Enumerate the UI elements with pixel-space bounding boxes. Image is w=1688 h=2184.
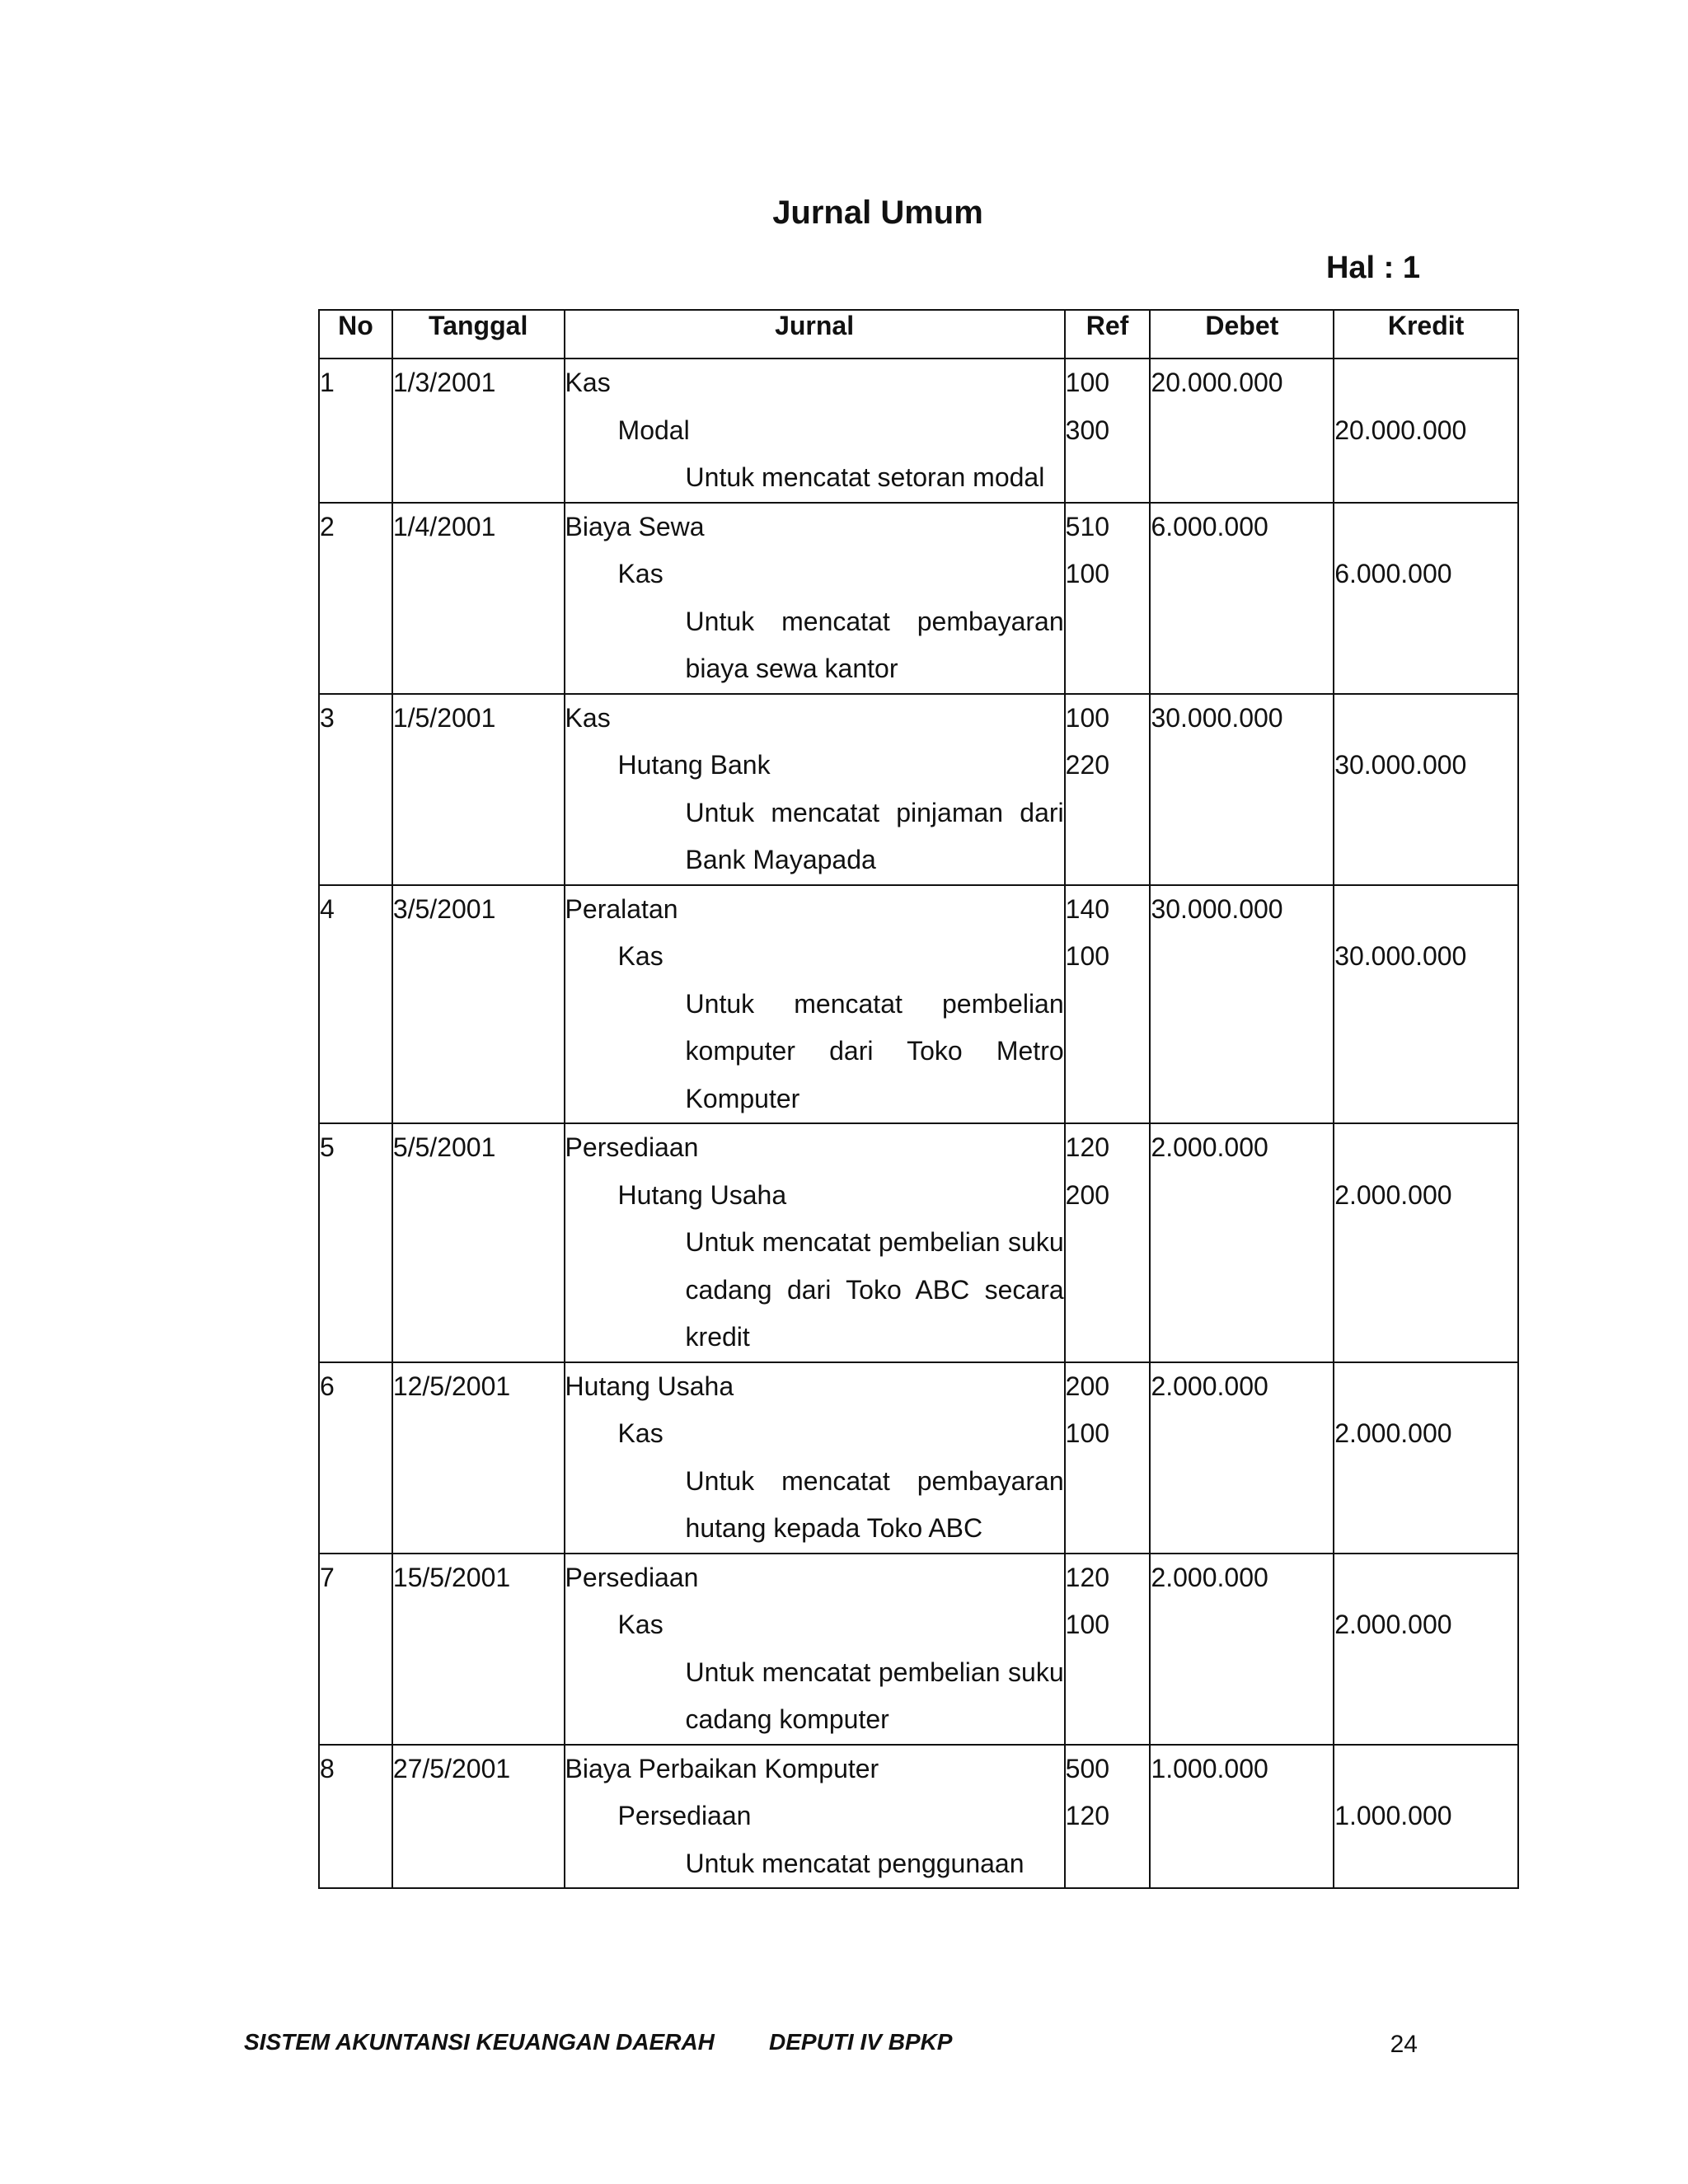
entry-date: 1/5/2001 xyxy=(392,702,496,733)
entry-kredit-cell xyxy=(1334,1554,1518,1745)
entry-date-cell xyxy=(392,1554,565,1745)
entry-debet-cell xyxy=(1150,1362,1334,1554)
credit-account: Kas xyxy=(617,1418,663,1448)
credit-account: Modal xyxy=(617,415,690,445)
entry-date-cell xyxy=(392,503,565,694)
ref-credit: 100 xyxy=(1065,1610,1110,1639)
entry-debet-cell xyxy=(1150,694,1334,885)
entry-ref-cell xyxy=(1065,359,1151,503)
entry-kredit-cell xyxy=(1334,503,1518,694)
debet-amount: 2.000.000 xyxy=(1151,1562,1268,1592)
entry-ref-cell xyxy=(1065,1554,1151,1745)
credit-account: Kas xyxy=(617,1610,663,1639)
ref-credit: 100 xyxy=(1065,941,1110,971)
entry-date-cell xyxy=(392,694,565,885)
debit-account: Peralatan xyxy=(565,893,678,924)
entry-date-cell xyxy=(392,359,565,503)
debet-amount: 2.000.000 xyxy=(1151,1132,1268,1162)
entry-note: Untuk mencatat pembayaran biaya sewa kantor xyxy=(685,606,1064,683)
ref-debit: 100 xyxy=(1065,368,1110,397)
table-row xyxy=(319,1745,1518,1889)
entry-note: Untuk mencatat pinjaman dari Bank Mayapada xyxy=(685,797,1064,874)
entry-debet-cell xyxy=(1150,503,1334,694)
entry-kredit-cell xyxy=(1334,1745,1518,1889)
entry-no-cell xyxy=(319,359,392,503)
entry-no-cell xyxy=(319,694,392,885)
debit-account: Persediaan xyxy=(565,1132,699,1162)
entry-note: Untuk mencatat pembayaran hutang kepada Toko ABC xyxy=(685,1465,1064,1543)
table-row xyxy=(319,1554,1518,1745)
entry-journal-cell xyxy=(565,694,1065,885)
entry-note: Untuk mencatat pembelian komputer dari Toko Metro Komputer xyxy=(685,988,1064,1113)
entry-ref-cell xyxy=(1065,503,1151,694)
entry-ref-cell xyxy=(1065,694,1151,885)
kredit-amount: 1.000.000 xyxy=(1334,1801,1452,1830)
entry-debet-cell xyxy=(1150,1745,1334,1889)
credit-account: Kas xyxy=(617,559,663,588)
table-row xyxy=(319,1362,1518,1554)
entry-date: 5/5/2001 xyxy=(392,1132,496,1162)
debit-account: Biaya Perbaikan Komputer xyxy=(565,1753,879,1783)
entry-ref-cell xyxy=(1065,1362,1151,1554)
ref-debit: 500 xyxy=(1065,1753,1110,1783)
entry-debet-cell xyxy=(1150,885,1334,1124)
entry-no-cell xyxy=(319,1123,392,1362)
kredit-amount: 20.000.000 xyxy=(1334,415,1467,445)
entry-ref-cell xyxy=(1065,1745,1151,1889)
ref-credit: 300 xyxy=(1065,415,1110,445)
entry-no-cell xyxy=(319,1362,392,1554)
table-header-row xyxy=(319,310,1518,359)
debet-amount: 20.000.000 xyxy=(1151,368,1283,397)
entry-date: 15/5/2001 xyxy=(392,1562,511,1592)
entry-date: 1/4/2001 xyxy=(392,511,496,541)
journal-table xyxy=(318,309,1519,1889)
credit-account: Kas xyxy=(617,941,663,971)
page-label: Hal : 1 xyxy=(1325,251,1420,285)
debet-amount: 30.000.000 xyxy=(1151,702,1283,733)
entry-date: 1/3/2001 xyxy=(392,368,496,397)
kredit-amount: 30.000.000 xyxy=(1334,750,1467,780)
entry-journal-cell xyxy=(565,885,1065,1124)
entry-note: Untuk mencatat setoran modal xyxy=(685,462,1045,492)
debit-account: Kas xyxy=(565,702,611,733)
ref-credit: 220 xyxy=(1065,750,1110,780)
ref-debit: 120 xyxy=(1065,1132,1110,1162)
entry-kredit-cell xyxy=(1334,1362,1518,1554)
table-row xyxy=(319,503,1518,694)
entry-no-cell xyxy=(319,503,392,694)
entry-no-cell xyxy=(319,885,392,1124)
column-header-kredit: Kredit xyxy=(1334,310,1518,359)
ref-debit: 510 xyxy=(1065,511,1110,541)
entry-kredit-cell xyxy=(1334,694,1518,885)
ref-credit: 120 xyxy=(1065,1801,1110,1830)
entry-no: 5 xyxy=(320,1132,335,1162)
footer-center: DEPUTI IV BPKP xyxy=(769,2029,953,2055)
entry-kredit-cell xyxy=(1334,359,1518,503)
debet-amount: 2.000.000 xyxy=(1151,1371,1268,1401)
debet-amount: 30.000.000 xyxy=(1151,893,1283,924)
ref-debit: 120 xyxy=(1065,1562,1110,1592)
entry-journal-cell xyxy=(565,1362,1065,1554)
debet-amount: 6.000.000 xyxy=(1151,511,1268,541)
ref-debit: 140 xyxy=(1065,893,1110,924)
table-row xyxy=(319,885,1518,1124)
entry-date: 12/5/2001 xyxy=(392,1371,511,1401)
page-title: Jurnal Umum xyxy=(772,194,983,231)
entry-kredit-cell xyxy=(1334,885,1518,1124)
debit-account: Biaya Sewa xyxy=(565,511,705,541)
entry-date: 3/5/2001 xyxy=(392,893,496,924)
column-header-ref: Ref xyxy=(1065,310,1151,359)
entry-no: 4 xyxy=(320,893,335,924)
debit-account: Persediaan xyxy=(565,1562,699,1592)
credit-account: Hutang Usaha xyxy=(617,1179,787,1210)
column-header-debet: Debet xyxy=(1150,310,1334,359)
entry-journal-cell xyxy=(565,1554,1065,1745)
ref-debit: 100 xyxy=(1065,702,1110,733)
kredit-amount: 2.000.000 xyxy=(1334,1179,1452,1210)
entry-note: Untuk mencatat penggunaan xyxy=(685,1848,1025,1878)
entry-ref-cell xyxy=(1065,1123,1151,1362)
entry-no: 3 xyxy=(320,702,335,733)
entry-note: Untuk mencatat pembelian suku cadang dari Toko ABC secara kredit xyxy=(685,1227,1064,1352)
footer-left: SISTEM AKUNTANSI KEUANGAN DAERAH xyxy=(244,2029,715,2055)
kredit-amount: 2.000.000 xyxy=(1334,1610,1452,1639)
entry-journal-cell xyxy=(565,359,1065,503)
entry-no: 6 xyxy=(320,1371,335,1401)
entry-debet-cell xyxy=(1150,359,1334,503)
entry-date-cell xyxy=(392,1362,565,1554)
entry-kredit-cell xyxy=(1334,1123,1518,1362)
debit-account: Hutang Usaha xyxy=(565,1371,734,1401)
ref-debit: 200 xyxy=(1065,1371,1110,1401)
entry-note: Untuk mencatat pembelian suku cadang komputer xyxy=(685,1657,1064,1734)
entry-no: 8 xyxy=(320,1753,335,1783)
column-header-jurnal: Jurnal xyxy=(565,310,1065,359)
entry-date-cell xyxy=(392,1123,565,1362)
ref-credit: 100 xyxy=(1065,1418,1110,1448)
entry-no: 2 xyxy=(320,511,335,541)
entry-debet-cell xyxy=(1150,1123,1334,1362)
entry-no-cell xyxy=(319,1554,392,1745)
page-number: 24 xyxy=(1390,2031,1418,2058)
entry-date-cell xyxy=(392,885,565,1124)
entry-debet-cell xyxy=(1150,1554,1334,1745)
ref-credit: 100 xyxy=(1065,559,1110,588)
ref-credit: 200 xyxy=(1065,1179,1110,1210)
debit-account: Kas xyxy=(565,368,611,397)
entry-no: 7 xyxy=(320,1562,335,1592)
table-row xyxy=(319,694,1518,885)
column-header-no: No xyxy=(319,310,392,359)
credit-account: Persediaan xyxy=(617,1801,752,1830)
kredit-amount: 2.000.000 xyxy=(1334,1418,1452,1448)
table-row xyxy=(319,359,1518,503)
table-row xyxy=(319,1123,1518,1362)
debet-amount: 1.000.000 xyxy=(1151,1753,1268,1783)
entry-ref-cell xyxy=(1065,885,1151,1124)
column-header-tanggal: Tanggal xyxy=(392,310,565,359)
credit-account: Hutang Bank xyxy=(617,750,771,780)
kredit-amount: 6.000.000 xyxy=(1334,559,1452,588)
entry-date-cell xyxy=(392,1745,565,1889)
entry-no: 1 xyxy=(320,368,335,397)
entry-journal-cell xyxy=(565,1745,1065,1889)
entry-journal-cell xyxy=(565,1123,1065,1362)
entry-journal-cell xyxy=(565,503,1065,694)
entry-no-cell xyxy=(319,1745,392,1889)
entry-date: 27/5/2001 xyxy=(392,1753,511,1783)
kredit-amount: 30.000.000 xyxy=(1334,941,1467,971)
